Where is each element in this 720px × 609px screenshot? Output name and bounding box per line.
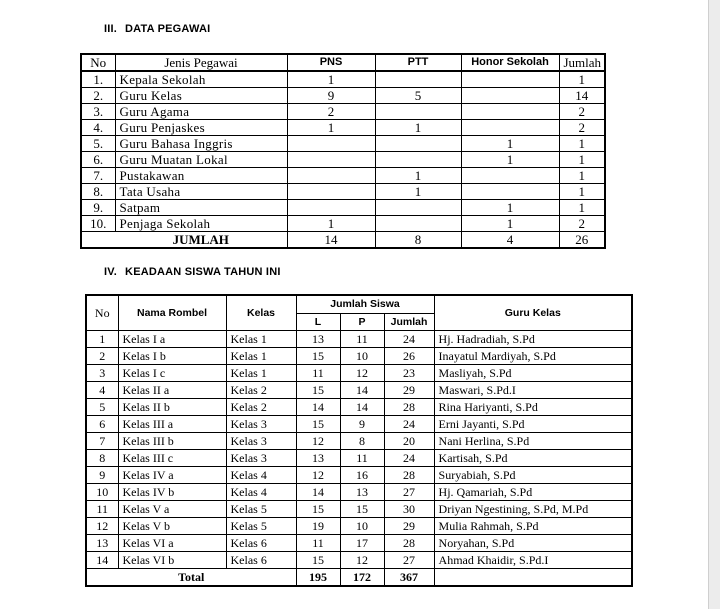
cell-no: 8 <box>86 450 118 467</box>
section-3-number: III. <box>104 23 118 35</box>
cell-guru-kelas: Kartisah, S.Pd <box>434 450 632 467</box>
section-4-title: KEADAAN SISWA TAHUN INI <box>125 266 281 278</box>
table-row <box>81 200 605 216</box>
cell-nama-rombel: Kelas I b <box>118 348 226 365</box>
cell-p: 11 <box>340 450 384 467</box>
cell-jumlah: 20 <box>384 433 434 450</box>
cell-jumlah: 24 <box>384 416 434 433</box>
cell-no: 7 <box>86 433 118 450</box>
cell-honor <box>461 168 559 184</box>
cell-ptt: 1 <box>375 168 461 184</box>
table-row <box>86 331 632 348</box>
table-row <box>86 518 632 535</box>
cell-pns <box>287 168 375 184</box>
cell-jumlah: 1 <box>559 152 605 168</box>
keadaan-siswa-table <box>85 294 633 587</box>
cell-nama-rombel: Kelas III a <box>118 416 226 433</box>
cell-jumlah: 30 <box>384 501 434 518</box>
cell-jumlah: 28 <box>384 399 434 416</box>
cell-jenis-pegawai: Tata Usaha <box>115 184 287 200</box>
cell-p: 8 <box>340 433 384 450</box>
table-row <box>86 382 632 399</box>
table-row <box>86 450 632 467</box>
table-row <box>86 365 632 382</box>
cell-ptt: 5 <box>375 88 461 104</box>
cell-no: 1 <box>86 331 118 348</box>
cell-p: 9 <box>340 416 384 433</box>
cell-guru-kelas: Noryahan, S.Pd <box>434 535 632 552</box>
total-l: 195 <box>296 569 340 587</box>
cell-jumlah: 14 <box>559 88 605 104</box>
table-row <box>86 416 632 433</box>
section-4-number: IV. <box>104 266 118 278</box>
header-jumlah-siswa: Jumlah Siswa <box>296 295 434 313</box>
section-4-heading <box>104 266 281 278</box>
cell-jumlah: 1 <box>559 184 605 200</box>
cell-pns: 1 <box>287 216 375 232</box>
total-pns: 14 <box>287 232 375 249</box>
cell-jumlah: 27 <box>384 484 434 501</box>
cell-no: 1. <box>81 71 115 88</box>
cell-nama-rombel: Kelas V a <box>118 501 226 518</box>
table-row <box>81 88 605 104</box>
cell-p: 17 <box>340 535 384 552</box>
cell-nama-rombel: Kelas VI b <box>118 552 226 569</box>
cell-kelas: Kelas 5 <box>226 501 296 518</box>
cell-guru-kelas: Hj. Qamariah, S.Pd <box>434 484 632 501</box>
cell-kelas: Kelas 1 <box>226 331 296 348</box>
cell-honor: 1 <box>461 200 559 216</box>
cell-pns <box>287 184 375 200</box>
cell-pns: 1 <box>287 120 375 136</box>
header-l: L <box>296 313 340 331</box>
cell-no: 13 <box>86 535 118 552</box>
cell-l: 15 <box>296 552 340 569</box>
cell-l: 15 <box>296 416 340 433</box>
cell-guru-kelas: Suryabiah, S.Pd <box>434 467 632 484</box>
cell-ptt <box>375 216 461 232</box>
cell-kelas: Kelas 1 <box>226 365 296 382</box>
cell-kelas: Kelas 3 <box>226 416 296 433</box>
cell-jenis-pegawai: Guru Agama <box>115 104 287 120</box>
total-label: Total <box>86 569 296 587</box>
table-row <box>81 136 605 152</box>
section-3-heading <box>104 23 210 35</box>
cell-no: 10. <box>81 216 115 232</box>
total-label: JUMLAH <box>115 232 287 249</box>
header-kelas: Kelas <box>226 295 296 331</box>
table-row <box>86 535 632 552</box>
cell-no: 5. <box>81 136 115 152</box>
cell-pns: 2 <box>287 104 375 120</box>
cell-kelas: Kelas 6 <box>226 535 296 552</box>
cell-no: 4. <box>81 120 115 136</box>
cell-guru-kelas: Driyan Ngestining, S.Pd, M.Pd <box>434 501 632 518</box>
cell-jumlah: 2 <box>559 216 605 232</box>
cell-no: 9. <box>81 200 115 216</box>
cell-jumlah: 27 <box>384 552 434 569</box>
section-3-title: DATA PEGAWAI <box>125 23 211 35</box>
table-total-row <box>81 232 605 249</box>
cell-p: 10 <box>340 348 384 365</box>
cell-kelas: Kelas 3 <box>226 433 296 450</box>
table-total-row <box>86 569 632 587</box>
cell-pns: 9 <box>287 88 375 104</box>
cell-l: 19 <box>296 518 340 535</box>
cell-ptt <box>375 71 461 88</box>
cell-no: 14 <box>86 552 118 569</box>
cell-jumlah: 2 <box>559 120 605 136</box>
cell-nama-rombel: Kelas VI a <box>118 535 226 552</box>
cell-jumlah: 2 <box>559 104 605 120</box>
table-row <box>86 399 632 416</box>
cell-no: 7. <box>81 168 115 184</box>
table-header-row <box>86 295 632 313</box>
table-row <box>86 467 632 484</box>
table-row <box>81 71 605 88</box>
total-jumlah: 367 <box>384 569 434 587</box>
header-ptt: PTT <box>375 54 461 71</box>
cell-honor <box>461 88 559 104</box>
cell-ptt <box>375 200 461 216</box>
cell-ptt <box>375 104 461 120</box>
cell-nama-rombel: Kelas II a <box>118 382 226 399</box>
header-honor-sekolah: Honor Sekolah <box>461 54 559 71</box>
total-ptt: 8 <box>375 232 461 249</box>
table-row <box>81 152 605 168</box>
cell-kelas: Kelas 3 <box>226 450 296 467</box>
cell-p: 11 <box>340 331 384 348</box>
cell-jumlah: 24 <box>384 450 434 467</box>
cell-kelas: Kelas 2 <box>226 382 296 399</box>
table-row <box>81 216 605 232</box>
cell-l: 11 <box>296 535 340 552</box>
cell-honor <box>461 184 559 200</box>
cell-nama-rombel: Kelas V b <box>118 518 226 535</box>
cell-l: 15 <box>296 382 340 399</box>
cell-nama-rombel: Kelas III b <box>118 433 226 450</box>
cell-l: 11 <box>296 365 340 382</box>
cell-jenis-pegawai: Satpam <box>115 200 287 216</box>
cell-kelas: Kelas 4 <box>226 467 296 484</box>
cell-kelas: Kelas 4 <box>226 484 296 501</box>
cell-ptt <box>375 152 461 168</box>
cell-guru-kelas: Erni Jayanti, S.Pd <box>434 416 632 433</box>
cell-ptt <box>375 136 461 152</box>
cell-p: 12 <box>340 552 384 569</box>
cell-p: 14 <box>340 382 384 399</box>
cell-l: 13 <box>296 450 340 467</box>
table-row <box>81 184 605 200</box>
table-row <box>81 168 605 184</box>
header-jumlah: Jumlah <box>559 54 605 71</box>
cell-nama-rombel: Kelas IV a <box>118 467 226 484</box>
cell-honor: 1 <box>461 136 559 152</box>
cell-no: 6. <box>81 152 115 168</box>
cell-jumlah: 26 <box>384 348 434 365</box>
cell-pns <box>287 152 375 168</box>
header-guru-kelas: Guru Kelas <box>434 295 632 331</box>
table-row <box>86 433 632 450</box>
header-p: P <box>340 313 384 331</box>
cell-honor <box>461 120 559 136</box>
table-row <box>86 484 632 501</box>
table-row <box>86 501 632 518</box>
cell-nama-rombel: Kelas III c <box>118 450 226 467</box>
header-jumlah: Jumlah <box>384 313 434 331</box>
cell-nama-rombel: Kelas II b <box>118 399 226 416</box>
cell-guru-kelas: Ahmad Khaidir, S.Pd.I <box>434 552 632 569</box>
cell-l: 12 <box>296 433 340 450</box>
cell-l: 14 <box>296 484 340 501</box>
cell-no: 8. <box>81 184 115 200</box>
cell-ptt: 1 <box>375 184 461 200</box>
cell-jenis-pegawai: Guru Penjaskes <box>115 120 287 136</box>
cell-kelas: Kelas 5 <box>226 518 296 535</box>
cell-no: 3. <box>81 104 115 120</box>
cell-p: 15 <box>340 501 384 518</box>
header-no: No <box>81 54 115 71</box>
cell-no: 2 <box>86 348 118 365</box>
cell-honor <box>461 71 559 88</box>
cell-p: 12 <box>340 365 384 382</box>
cell-jumlah: 1 <box>559 200 605 216</box>
cell-nama-rombel: Kelas IV b <box>118 484 226 501</box>
total-jumlah: 26 <box>559 232 605 249</box>
table-row <box>81 120 605 136</box>
cell-no: 3 <box>86 365 118 382</box>
cell-p: 13 <box>340 484 384 501</box>
cell-nama-rombel: Kelas I a <box>118 331 226 348</box>
header-nama-rombel: Nama Rombel <box>118 295 226 331</box>
table-row <box>81 104 605 120</box>
cell-p: 14 <box>340 399 384 416</box>
cell-jenis-pegawai: Penjaga Sekolah <box>115 216 287 232</box>
cell-jumlah: 28 <box>384 535 434 552</box>
cell-kelas: Kelas 1 <box>226 348 296 365</box>
cell-guru-kelas: Nani Herlina, S.Pd <box>434 433 632 450</box>
cell-guru-kelas: Rina Hariyanti, S.Pd <box>434 399 632 416</box>
cell-ptt: 1 <box>375 120 461 136</box>
cell-guru-kelas: Masliyah, S.Pd <box>434 365 632 382</box>
cell-jenis-pegawai: Guru Muatan Lokal <box>115 152 287 168</box>
cell-jumlah: 28 <box>384 467 434 484</box>
cell-pns <box>287 200 375 216</box>
header-no: No <box>86 295 118 331</box>
data-pegawai-table <box>80 53 606 249</box>
table-header-row <box>81 54 605 71</box>
cell-l: 15 <box>296 348 340 365</box>
cell-honor <box>461 104 559 120</box>
cell-l: 14 <box>296 399 340 416</box>
cell-l: 15 <box>296 501 340 518</box>
cell-honor: 1 <box>461 216 559 232</box>
header-pns: PNS <box>287 54 375 71</box>
table-row <box>86 348 632 365</box>
cell-guru-kelas: Maswari, S.Pd.I <box>434 382 632 399</box>
table-row <box>86 552 632 569</box>
cell-p: 16 <box>340 467 384 484</box>
cell-kelas: Kelas 2 <box>226 399 296 416</box>
cell-nama-rombel: Kelas I c <box>118 365 226 382</box>
cell-p: 10 <box>340 518 384 535</box>
cell-no: 6 <box>86 416 118 433</box>
cell-l: 13 <box>296 331 340 348</box>
cell-guru-kelas: Inayatul Mardiyah, S.Pd <box>434 348 632 365</box>
cell-jumlah: 29 <box>384 518 434 535</box>
cell-kelas: Kelas 6 <box>226 552 296 569</box>
total-p: 172 <box>340 569 384 587</box>
cell-pns: 1 <box>287 71 375 88</box>
total-honor: 4 <box>461 232 559 249</box>
cell-no: 9 <box>86 467 118 484</box>
cell-jumlah: 24 <box>384 331 434 348</box>
cell-jumlah: 1 <box>559 136 605 152</box>
cell-pns <box>287 136 375 152</box>
cell-jenis-pegawai: Kepala Sekolah <box>115 71 287 88</box>
cell-jumlah: 1 <box>559 71 605 88</box>
cell-no: 11 <box>86 501 118 518</box>
cell-no: 2. <box>81 88 115 104</box>
cell-jumlah: 29 <box>384 382 434 399</box>
header-jenis-pegawai: Jenis Pegawai <box>115 54 287 71</box>
cell-no: 12 <box>86 518 118 535</box>
cell-jumlah: 23 <box>384 365 434 382</box>
cell-no: 10 <box>86 484 118 501</box>
cell-guru-kelas: Hj. Hadradiah, S.Pd <box>434 331 632 348</box>
cell-jumlah: 1 <box>559 168 605 184</box>
cell-l: 12 <box>296 467 340 484</box>
cell-guru-kelas: Mulia Rahmah, S.Pd <box>434 518 632 535</box>
cell-honor: 1 <box>461 152 559 168</box>
cell-no: 4 <box>86 382 118 399</box>
cell-jenis-pegawai: Guru Bahasa Inggris <box>115 136 287 152</box>
cell-jenis-pegawai: Pustakawan <box>115 168 287 184</box>
cell-jenis-pegawai: Guru Kelas <box>115 88 287 104</box>
cell-no: 5 <box>86 399 118 416</box>
